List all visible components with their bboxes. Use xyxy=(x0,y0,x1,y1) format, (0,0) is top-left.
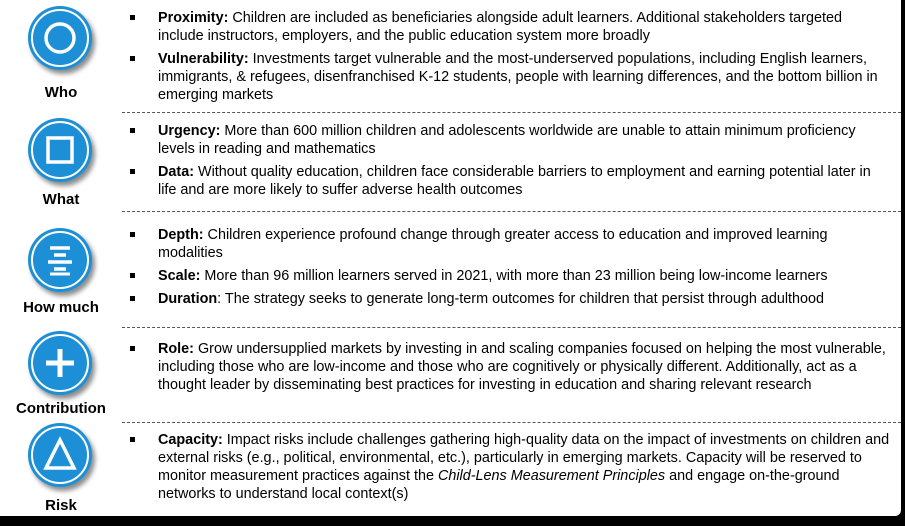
bullet-term: Vulnerability: xyxy=(158,51,249,67)
bullet-item xyxy=(128,163,890,199)
bullet-text: Children are included as beneficiaries alongside adult learners. Additional stakeholders targeted include instructors, employers, and the public education system more broadly xyxy=(158,10,842,44)
row-label: Risk xyxy=(45,497,77,514)
row-header xyxy=(0,328,122,422)
bullet-list xyxy=(128,431,890,508)
bullet-list xyxy=(128,122,890,204)
bullet-term: Capacity: xyxy=(158,432,223,448)
square-icon xyxy=(28,118,92,182)
row-label: How much xyxy=(23,299,99,316)
bullet-text: Investments target vulnerable and the most-underserved populations, including English learners, immigrants, & refugees, disenfranchised K-12 students, people with learning differences, and the bottom billion in emerging markets xyxy=(158,51,878,103)
bullet-item xyxy=(128,431,890,503)
row-label: Contribution xyxy=(16,400,106,417)
bullet-text: Grow undersupplied markets by investing in and scaling companies focused on helping the most vulnerable, including those who are low-income and those who are cognitively or physically different. Additionally, act as a thought leader by disseminating best practices for investing in education and sharing relevant research xyxy=(158,341,886,393)
bullet-text: : The strategy seeks to generate long-term outcomes for children that persist through adulthood xyxy=(217,291,825,307)
row-label: What xyxy=(42,191,80,208)
triangle-icon xyxy=(28,423,92,487)
row-what xyxy=(0,113,901,212)
bullet-item xyxy=(128,267,890,285)
row-how-much xyxy=(0,212,901,326)
bullet-term: Duration xyxy=(158,291,218,307)
bullet-text: More than 96 million learners served in 2021, with more than 23 million being low-income learners xyxy=(200,268,828,284)
bullet-text: Children experience profound change through greater access to education and improved learning modalities xyxy=(158,227,828,261)
row-header xyxy=(0,212,122,326)
bullet-item xyxy=(128,340,890,394)
bullet-term: Urgency: xyxy=(158,123,221,139)
bullet-item xyxy=(128,226,890,262)
circle-icon xyxy=(28,6,92,70)
bullet-list xyxy=(128,340,890,399)
bullet-item xyxy=(128,290,890,308)
bullet-list xyxy=(128,226,890,313)
row-header xyxy=(0,0,122,112)
lines-icon xyxy=(28,228,92,292)
row-label: Who xyxy=(44,84,78,101)
bullet-italic-text: Child-Lens Measurement Principles xyxy=(437,468,666,484)
bullet-term: Role: xyxy=(158,341,194,357)
plus-icon xyxy=(28,331,92,395)
bullet-term: Data: xyxy=(158,164,194,180)
row-header xyxy=(0,113,122,212)
row-who xyxy=(0,0,901,112)
bullet-item xyxy=(128,122,890,158)
row-header xyxy=(0,423,122,516)
bullet-item xyxy=(128,50,890,104)
bullet-list xyxy=(128,9,890,109)
row-contribution xyxy=(0,328,901,422)
bullet-item xyxy=(128,9,890,45)
bullet-term: Depth: xyxy=(158,227,204,243)
bullet-text: More than 600 million children and adolescents worldwide are unable to attain minimum proficiency levels in reading and mathematics xyxy=(158,123,856,157)
bullet-text-tail: and engage on-the-ground networks to understand local context(s) xyxy=(158,468,840,502)
bullet-text: Impact risks include challenges gathering high-quality data on the impact of investments on children and external risks (e.g., political, environmental, etc.), particularly in emerging markets. Capacity will be reserved to monitor measurement practices against the xyxy=(158,432,890,484)
bullet-term: Proximity: xyxy=(158,10,229,26)
bullet-text: Without quality education, children face considerable barriers to employment and earning potential later in life and are more likely to suffer adverse health outcomes xyxy=(158,164,871,198)
row-risk xyxy=(0,423,901,516)
bullet-term: Scale: xyxy=(158,268,201,284)
